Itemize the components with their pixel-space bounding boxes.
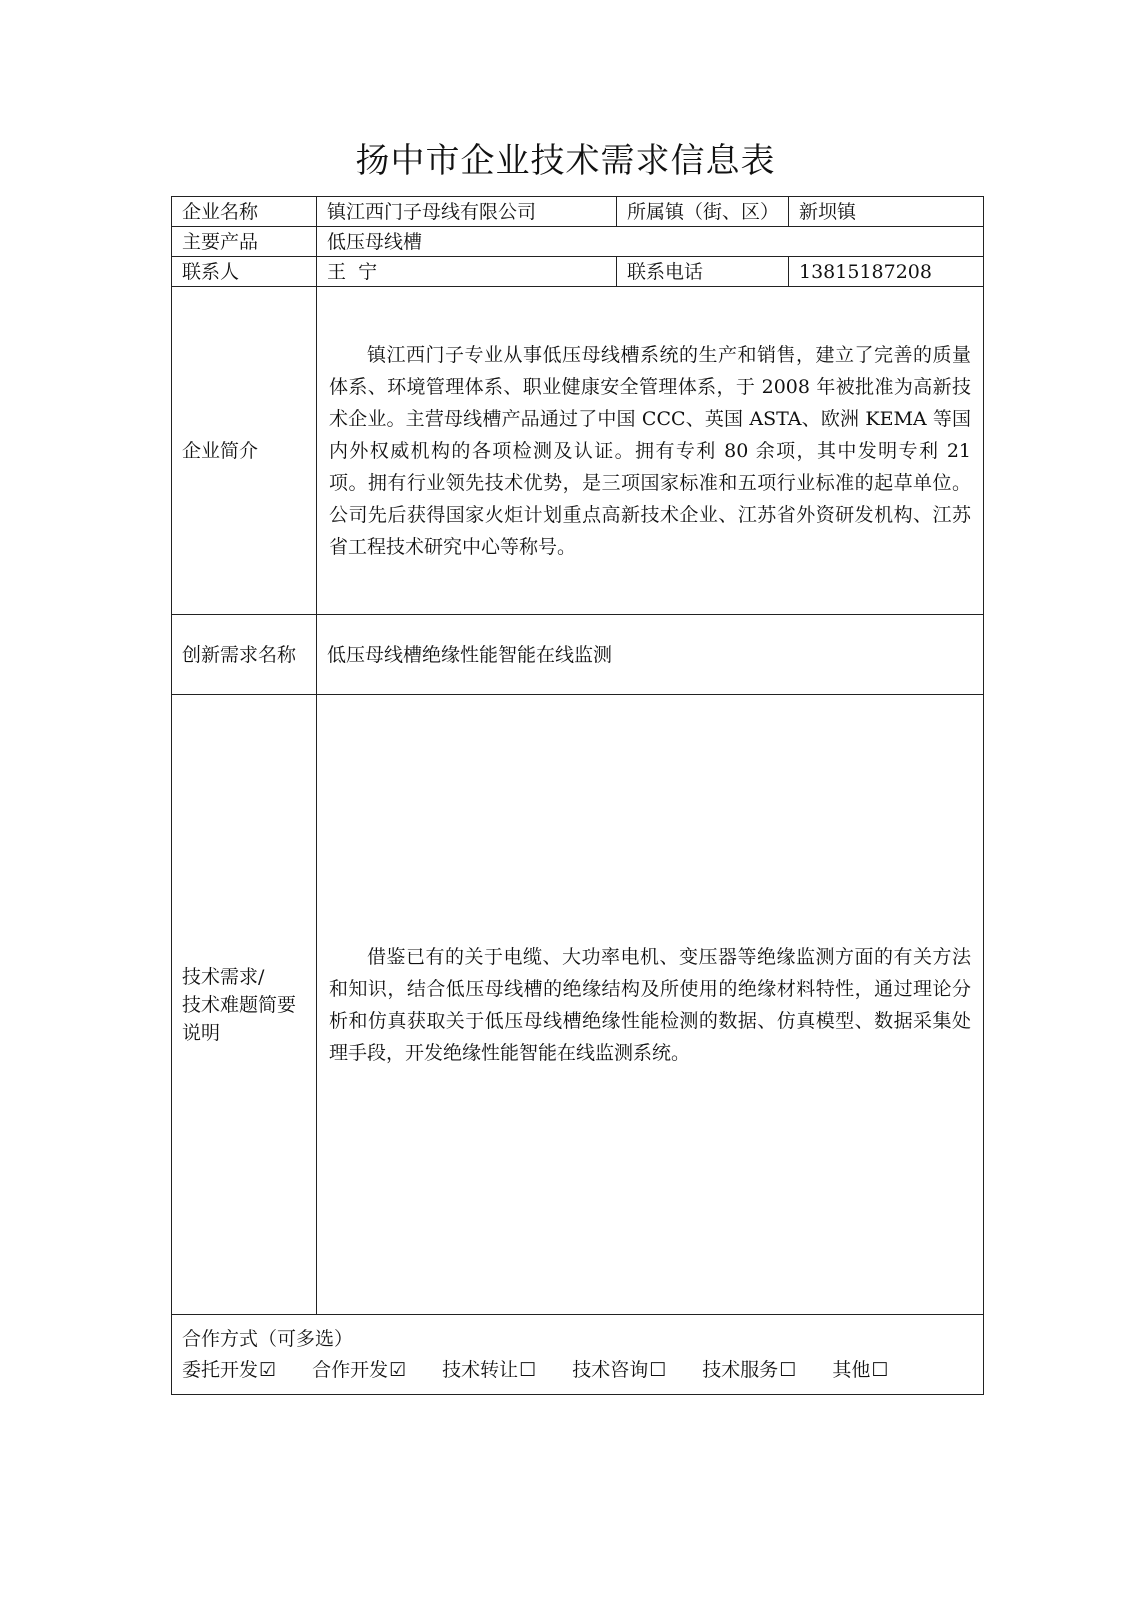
products-value: 低压母线槽 bbox=[317, 227, 984, 257]
checkbox-empty-icon[interactable]: ☐ bbox=[649, 1358, 667, 1381]
tech-label-line2: 技术难题简要说明 bbox=[182, 993, 297, 1044]
intro-label: 企业简介 bbox=[172, 287, 317, 615]
company-name-label: 企业名称 bbox=[172, 197, 317, 227]
option-joint-dev bbox=[312, 1354, 406, 1386]
option-tech-transfer bbox=[442, 1354, 536, 1386]
checkbox-empty-icon[interactable]: ☐ bbox=[519, 1358, 537, 1381]
page-title: 扬中市企业技术需求信息表 bbox=[355, 141, 776, 181]
row-intro bbox=[172, 287, 984, 615]
tech-desc-label bbox=[172, 695, 317, 1315]
checkbox-empty-icon[interactable]: ☐ bbox=[779, 1358, 797, 1381]
checkbox-checked-icon[interactable]: ☑ bbox=[389, 1358, 407, 1381]
option-label: 其他 bbox=[832, 1358, 871, 1381]
phone-value: 13815187208 bbox=[789, 257, 984, 287]
option-label: 技术服务 bbox=[702, 1358, 779, 1381]
demand-info-table bbox=[171, 196, 984, 1395]
option-label: 技术转让 bbox=[442, 1358, 519, 1381]
contact-value: 王 宁 bbox=[317, 257, 617, 287]
option-other bbox=[832, 1354, 888, 1386]
cooperation-cell bbox=[172, 1315, 984, 1395]
checkbox-checked-icon[interactable]: ☑ bbox=[259, 1358, 277, 1381]
row-company bbox=[172, 197, 984, 227]
option-commissioned-dev bbox=[182, 1354, 276, 1386]
tech-label-line1: 技术需求/ bbox=[182, 965, 265, 988]
cooperation-options bbox=[182, 1354, 973, 1390]
option-label: 委托开发 bbox=[182, 1358, 259, 1381]
option-label: 技术咨询 bbox=[572, 1358, 649, 1381]
town-value: 新坝镇 bbox=[789, 197, 984, 227]
tech-desc-text: 借鉴已有的关于电缆、大功率电机、变压器等绝缘监测方面的有关方法和知识，结合低压母线槽的绝缘结构及所使用的绝缘材料特性，通过理论分析和仿真获取关于低压母线槽绝缘性能检测的数据、仿真模型、数据采集处理手段，开发绝缘性能智能在线监测系统。 bbox=[329, 945, 971, 1064]
checkbox-empty-icon[interactable]: ☐ bbox=[871, 1358, 889, 1381]
row-contact bbox=[172, 257, 984, 287]
row-cooperation bbox=[172, 1315, 984, 1395]
cooperation-label: 合作方式（可多选） bbox=[182, 1327, 354, 1350]
intro-cell bbox=[317, 287, 984, 615]
phone-label: 联系电话 bbox=[617, 257, 789, 287]
demand-name-value: 低压母线槽绝缘性能智能在线监测 bbox=[317, 615, 984, 695]
row-demand-name bbox=[172, 615, 984, 695]
contact-label: 联系人 bbox=[172, 257, 317, 287]
row-tech-desc bbox=[172, 695, 984, 1315]
demand-name-label: 创新需求名称 bbox=[172, 615, 317, 695]
option-tech-service bbox=[702, 1354, 796, 1386]
company-name-value: 镇江西门子母线有限公司 bbox=[317, 197, 617, 227]
option-label: 合作开发 bbox=[312, 1358, 389, 1381]
intro-text: 镇江西门子专业从事低压母线槽系统的生产和销售，建立了完善的质量体系、环境管理体系、职业健康安全管理体系，于 2008 年被批准为高新技术企业。主营母线槽产品通过了中国 CCC、英国 ASTA、欧洲 KEMA 等国内外权威机构的各项检测及认证。拥有专利 80 余项，其中发明专利 21 项。拥有行业领先技术优势，是三项国家标准和五项行业标准的起草单位。公司先后获得国家火炬计划重点高新技术企业、江苏省外资研发机构、江苏省工程技术研究中心等称号。 bbox=[329, 343, 971, 558]
products-label: 主要产品 bbox=[172, 227, 317, 257]
town-label: 所属镇（街、区） bbox=[617, 197, 789, 227]
tech-desc-cell bbox=[317, 695, 984, 1315]
option-tech-consulting bbox=[572, 1354, 666, 1386]
row-products bbox=[172, 227, 984, 257]
